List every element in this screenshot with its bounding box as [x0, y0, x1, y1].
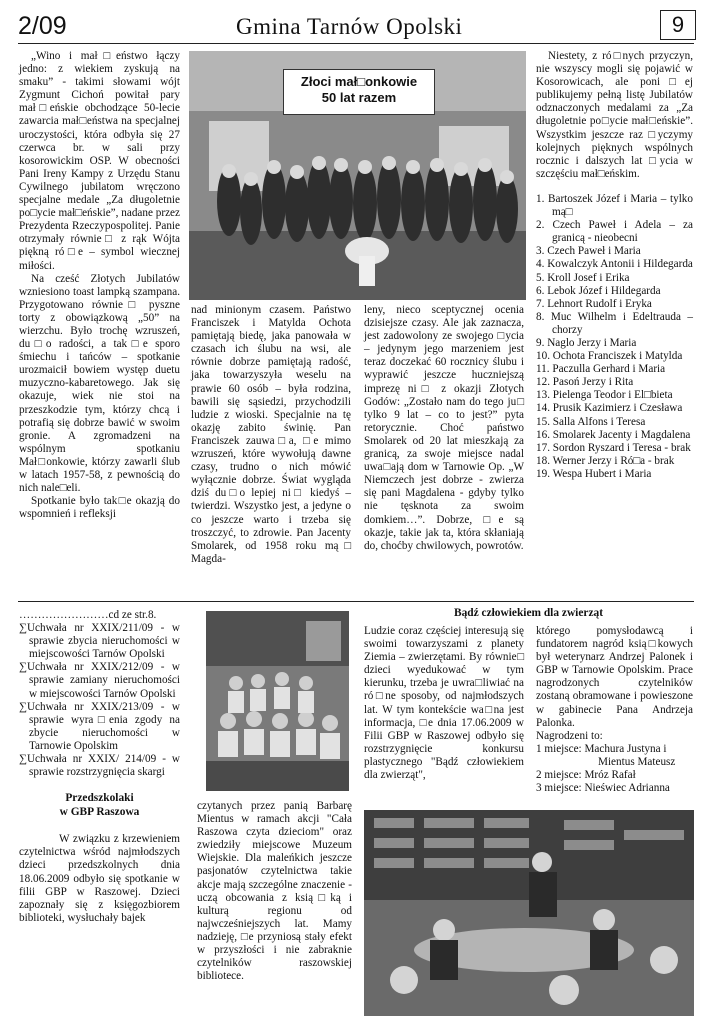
preschool-column-2: [197, 800, 352, 983]
caption-line-1: Złoci mał□onkowie: [300, 74, 418, 89]
list-item: 6. Lebok Józef i Hildegarda: [536, 284, 661, 297]
list-item: ∑Uchwała nr XXIX/ 214/09 - w sprawie rozstrzygnięcia skargi: [19, 753, 180, 779]
newspaper-title: Gmina Tarnów Opolski: [236, 14, 463, 39]
preschool-heading: [19, 792, 180, 819]
list-item: ∑Uchwała nr XXIX/213/09 - w sprawie wyra□enia zgody na zbycie nieruchomości w Tarnowie Opolskim: [19, 700, 180, 752]
paragraph: „Wino i mał□eństwo łączy jedno: z wiekiem zyskują na smaku” - takimi słowami wójt Zygmunt Cichoń powitał pary mał□eńskie obchodzące 50-lecie zawarcia mał□eństwa na specjalnej uroczystości, która odbyła się 27 czerwca br. w sali przy kosorowickim OSP. W obecności Pani Ireny Kampy z Urzędu Stanu Cywilnego jubilatom wręczono specjalne medale „Za długoletnie po□ycie mał□eńskie”, nadane przez Prezydenta Rzeczypospolitej. Panie otrzymały równie□ z rąk Wójta piękną ró□e – symbol wiecznej miłości.: [19, 50, 180, 272]
list-item: 2. Czech Paweł i Adela – za granicą - nieobecni: [536, 219, 693, 245]
list-item: 16. Smolarek Jacenty i Magdalena: [536, 428, 691, 441]
section-rule: [18, 601, 694, 602]
paragraph: Na cześć Złotych Jubilatów wzniesiono toast lampką szampana. Przygotowano równie□ pyszne torty z obowiązkową „50” na wierzchu. Było trochę wzruszeń, du□o radości, a tak□e sporo śmiechu i tańców – spotkanie urozmaicił bowiem występ duetu muzyczno-kabaretowego. Jak się okazuje, wiek nie stoi na przeszkodzie tym, którzy chcą i potrafią się dobrze bawić w swoim gronie. A zgromadzeni na wspólnym spotkaniu Mał□onkowie, którzy zawarli ślub w latach 1957-58, z pewnością do nich nale□eli.: [19, 272, 180, 495]
list-item: 11. Paczulla Gerhard i Maria: [536, 363, 666, 376]
list-item: 19. Wespa Hubert i Maria: [536, 467, 652, 480]
jubilee-list: [536, 193, 693, 481]
list-item: 3. Czech Paweł i Maria: [536, 245, 641, 258]
article-column-4: [536, 50, 693, 481]
header-rule: [18, 43, 694, 44]
heading-line-1: Przedszkolaki: [65, 792, 134, 805]
winner-line: 1 miejsce: Machura Justyna i: [536, 742, 667, 755]
heading-line-2: w GBP Raszowa: [59, 805, 140, 818]
children-photo-illustration: [206, 611, 349, 791]
article-column-3: [364, 304, 524, 553]
golden-couples-photo: [189, 51, 526, 300]
paragraph: którego pomysłodawcą i fundatorem nagród ksią□kowych był weterynarz Andrzej Palonek i GBP w Tarnowie Opolskim. Prace nagrodzonych czytelników zostaną obramowane i powieszone w gabinecie Pana Andrzeja Palonka.: [536, 625, 693, 729]
list-item: 5. Kroll Josef i Erika: [536, 271, 630, 284]
paragraph: Spotkanie było tak□e okazją do wspomnień i refleksji: [19, 495, 180, 521]
library-photo: [364, 810, 694, 1016]
list-item: 18. Werner Jerzy i Ró□a - brak: [536, 454, 675, 467]
winner-line: 3 miejsce: Nieświec Adrianna: [536, 782, 670, 795]
article-column-2: [191, 304, 351, 566]
paragraph: nad minionym czasem. Państwo Franciszek i Matylda Ochota pamiętają biedę, jaka panowała w czasach ich ślubu na wsi, ale równie dobrze pamiętają radość, jaka towarzyszyła weselu na prawie 60 osób – była rodzina, bawili się sąsiedzi, przychodzili ludzie z wioski. Specjalnie na tę okazję zabito świnię. Pan Franciszek zauwa□a, □e mimo wzruszeń, które wywołują dawne czasy, trudno o nich mówić wyłącznie dobrze. Świat wygląda dziś du□o lepiej ni□ kiedyś – twierdzi. Wszystko jest, a jedyne o co jeszcze warto i trzeba się troszczyć, to zdrowie. Pan Jacenty Smolarek, od 1958 roku mą□ Magda-: [191, 304, 351, 565]
list-item: 10. Ochota Franciszek i Matylda: [536, 350, 683, 363]
list-item: 17. Sordon Ryszard i Teresa - brak: [536, 441, 691, 454]
paragraph: leny, nieco sceptycznej ocenia dzisiejsze czasy. Ale jak zaznacza, jest zadowolony ze swojego □ycia – jedynym jego marzeniem jest teraz doczekać 60 rocznicy ślubu i wyprawić jeszcze huczniejszą imprezę ni□ z okazji Złotych Godów: „Zostało nam do tego ju□ tylko 9 lat – co to jest?” pyta retorycznie. Choć państwo Smolarek od 20 lat mieszkają za granicą, za swoje miejsce nadal uwa□ają dom w Tarnowie Op. „W Niemczech jest dobrze - zwierza się pani Magdalena - gdyby tylko nie tęsknota za swoim domkiem…”. Dobrze, □e są okazje, takie jak ta, która skłaniają do, choćby chwilowych, powrotów.: [364, 304, 524, 552]
page-number: 9: [660, 10, 696, 40]
paragraph: czytanych przez panią Barbarę Mientus w ramach akcji "Cała Raszowa czyta dzieciom" oraz zwiedziły miejscowe Muzeum Wiejskie. Dla maleńkich jeszcze pasjonatów czytelnictwa takie akcje mają szczególne znaczenie - uczą obcowania z ksią□ką i kulturą regionu od najwcześniejszych lat. Mamy nadzieję, □e przyniosą stały efekt w przyszłości i nie zabraknie czytelników raszowskiej bibliotece.: [197, 800, 352, 983]
list-item: 14. Prusik Kazimierz i Czesława: [536, 402, 683, 415]
list-item: 15. Salla Alfons i Teresa: [536, 415, 646, 428]
photo-caption: [283, 69, 435, 115]
list-item: ∑Uchwała nr XXIX/212/09 - w sprawie zamiany nieruchomości w miejscowości Tarnów Opolski: [19, 661, 180, 700]
list-item: 4. Kowalczyk Antonii i Hildegarda: [536, 258, 693, 271]
animals-column-2: [536, 625, 693, 795]
animals-heading: Bądź człowiekiem dla zwierząt: [454, 607, 603, 619]
winners-heading: Nagrodzeni to:: [536, 729, 603, 742]
paragraph: W związku z krzewieniem czytelnictwa wśród najmłodszych dzieci przedszkolnych dnia 18.06.2009 odbyło się spotkanie w filii GBP w Raszowej. Dzieci zapoznały się z księgozbiorem biblioteki, wysłuchały bajek: [19, 833, 180, 924]
article-column-1: [19, 50, 180, 521]
resolutions-list: [19, 622, 180, 779]
caption-line-2: 50 lat razem: [321, 90, 397, 105]
animals-column-1: [364, 625, 524, 782]
paragraph: Niestety, z ró□nych przyczyn, nie wszyscy mogli się pojawić w Kosorowicach, ale poni□ej publikujemy pełną listę Jubilatów odznaczonych medalami za „Za długoletnie po□ycie mał□eńskie”. Wszystkim jeszcze raz □yczymy kolejnych pięknych wspólnych rocznic i dalszych lat □ycia w szczęściu mał□eńskim.: [536, 50, 693, 180]
winner-line: Mientus Mateusz: [598, 755, 676, 768]
library-photo-illustration: [364, 810, 694, 1016]
list-item: 1. Bartoszek Józef i Maria – tylko mą□: [536, 192, 693, 219]
list-item: ∑Uchwała nr XXIX/211/09 - w sprawie zbycia nieruchomości w miejscowości Tarnów Opolski: [19, 622, 180, 661]
list-item: 12. Pasoń Jerzy i Rita: [536, 376, 634, 389]
winner-line: 2 miejsce: Mróz Rafał: [536, 769, 636, 782]
paragraph: Ludzie coraz częściej interesują się swoimi towarzyszami z planety Ziemia – zwierzętami. By równie□ dzieci wyedukować w tym kierunku, trzeba je uwra□liwiać na ró□ne sposoby, od najmłodszych lat. W tym kontekście wa□na jest informacja, □e dnia 17.06.2009 w Filii GBP w Raszowej odbyło się rozstrzygnięcie konkursu plastycznego "Bądź człowiekiem dla zwierząt",: [364, 625, 524, 782]
list-item: 13. Pielenga Teodor i El□bieta: [536, 389, 673, 402]
list-item: 8. Muc Wilhelm i Edeltrauda – chorzy: [536, 310, 693, 336]
list-item: 9. Naglo Jerzy i Maria: [536, 336, 637, 349]
issue-number: 2/09: [18, 12, 67, 40]
continued-note: ……………………cd ze str.8.: [19, 609, 157, 621]
resolutions-column: [19, 609, 180, 925]
preschool-children-photo: [206, 611, 349, 791]
list-item: 7. Lehnort Rudolf i Eryka: [536, 297, 652, 310]
